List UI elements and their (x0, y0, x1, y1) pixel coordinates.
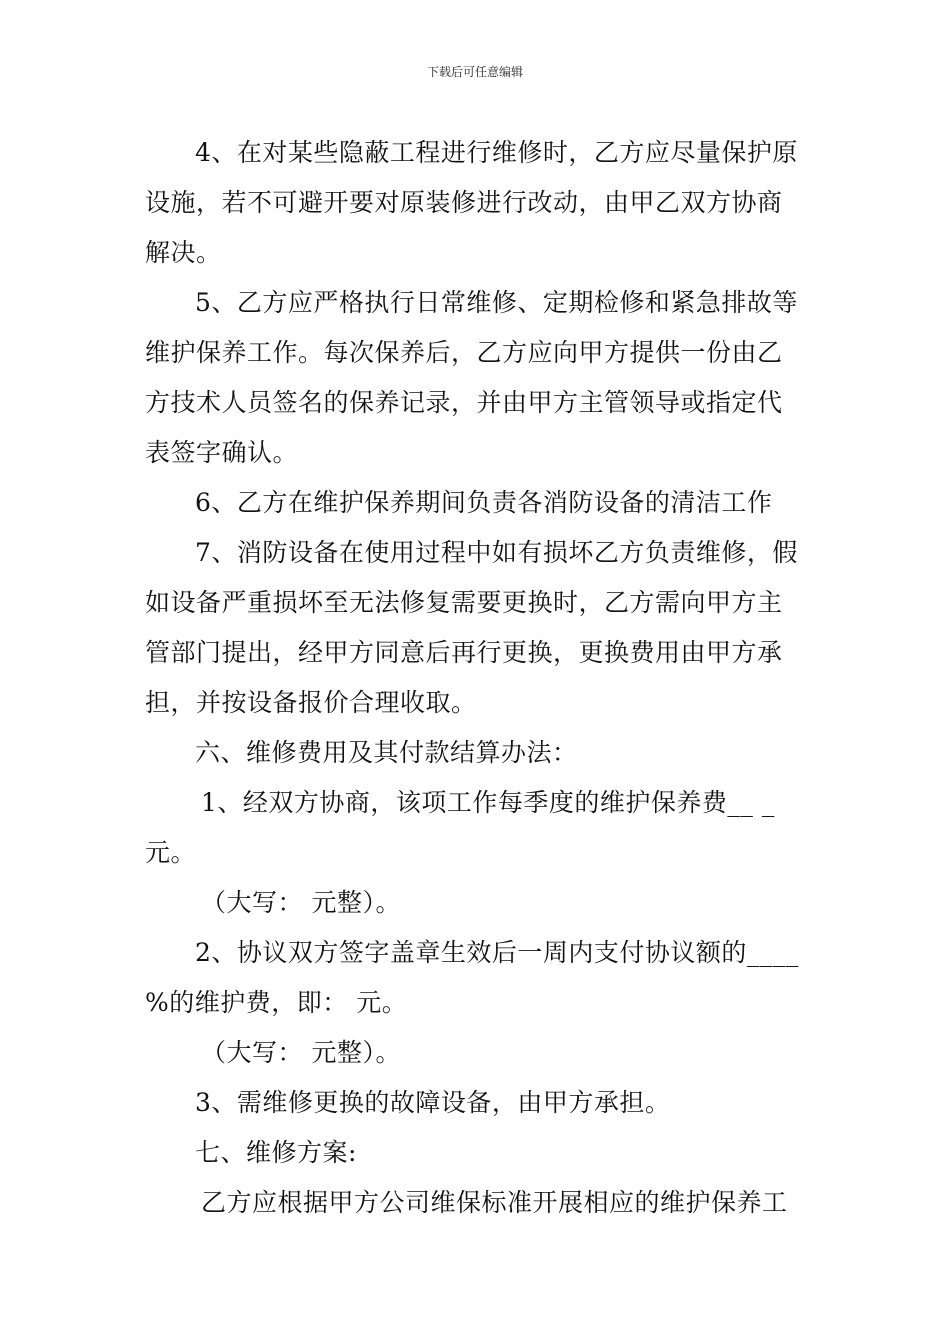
paragraph-line: 元。 (145, 838, 197, 867)
paragraph-line: 解决。 (145, 238, 222, 267)
section-heading: 七、维修方案: (195, 1138, 357, 1167)
paragraph-line: 表签字确认。 (145, 438, 299, 467)
paragraph-line: 3、需维修更换的故障设备，由甲方承担。 (195, 1088, 671, 1117)
paragraph-line: 担，并按设备报价合理收取。 (145, 688, 477, 717)
paragraph-line: 方技术人员签名的保养记录，并由甲方主管领导或指定代 (145, 388, 783, 417)
page-header: 下载后可任意编辑 (426, 65, 523, 79)
paragraph-line: 2、协议双方签字盖章生效后一周内支付协议额的____ (195, 938, 799, 967)
paragraph-line: 乙方应根据甲方公司维保标准开展相应的维护保养工 (201, 1188, 788, 1217)
paragraph-line: %的维护费，即： 元。 (145, 988, 408, 1017)
paragraph-line: 4、在对某些隐蔽工程进行维修时，乙方应尽量保护原 (195, 138, 798, 167)
paragraph-line: 管部门提出，经甲方同意后再行更换，更换费用由甲方承 (145, 638, 783, 667)
section-heading: 六、维修费用及其付款结算办法： (195, 738, 578, 767)
paragraph-line: 5、乙方应严格执行日常维修、定期检修和紧急排故等 (195, 288, 798, 317)
paragraph-line: 维护保养工作。每次保养后，乙方应向甲方提供一份由乙 (145, 338, 783, 367)
paragraph-line: 如设备严重损坏至无法修复需要更换时，乙方需向甲方主 (145, 588, 783, 617)
document-body (145, 128, 810, 1228)
paragraph-line: （大写： 元整）。 (201, 888, 401, 917)
paragraph-line: （大写： 元整）。 (201, 1038, 401, 1067)
paragraph-line: 6、乙方在维护保养期间负责各消防设备的清洁工作 (195, 488, 773, 517)
paragraph-line: 1、经双方协商，该项工作每季度的维护保养费__ _ (201, 788, 775, 817)
paragraph-line: 7、消防设备在使用过程中如有损坏乙方负责维修，假 (195, 538, 798, 567)
paragraph-line: 设施，若不可避开要对原装修进行改动，由甲乙双方协商 (145, 188, 783, 217)
